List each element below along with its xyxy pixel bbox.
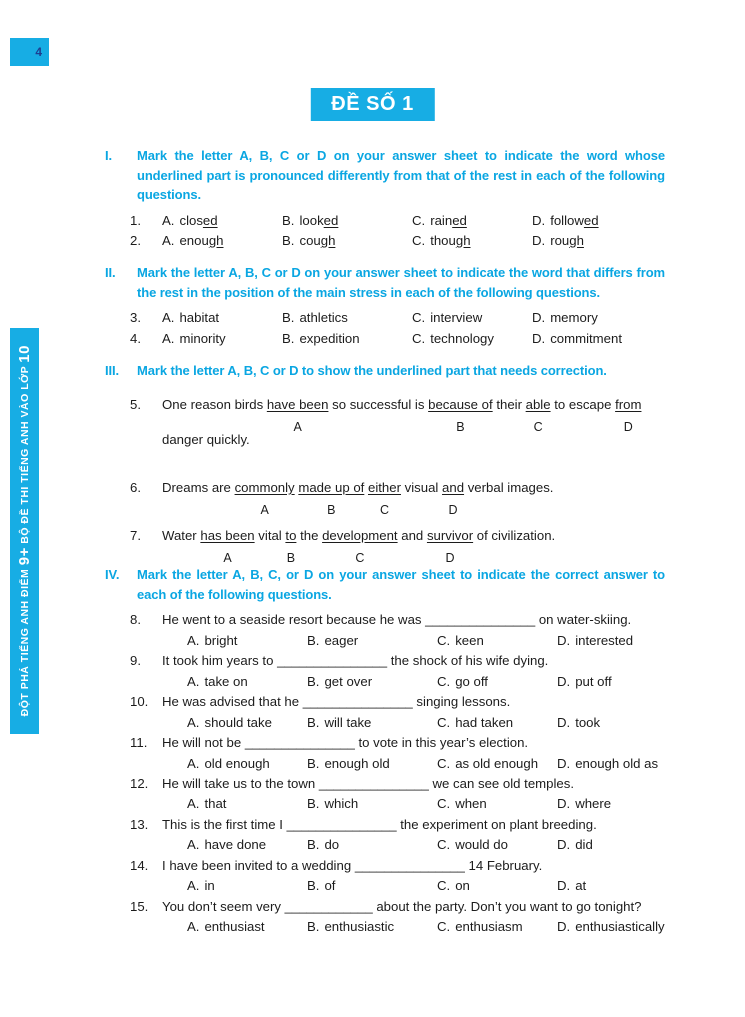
question-number: 3. (130, 310, 141, 326)
test-title-box (310, 88, 434, 121)
text-segment: rou (550, 232, 570, 248)
option-text: of (324, 878, 336, 894)
answer-option (412, 308, 532, 328)
answer-option (557, 917, 665, 937)
text-segment: ĐỘT PHÁ TIẾNG ANH ĐIỂM (19, 565, 31, 717)
question-row (105, 308, 665, 328)
option-letter: B. (307, 673, 320, 689)
correction-part-letter: C (379, 503, 389, 518)
answer-option (307, 631, 437, 651)
question-row (105, 387, 665, 458)
option-text: technology (430, 330, 494, 346)
question-number: 15. (130, 898, 149, 914)
correction-part-letter: B (286, 551, 296, 566)
section-heading (105, 565, 665, 604)
answer-option (437, 835, 557, 855)
section-heading-text: Mark the letter A, B, C, or D on your answer sheet to indicate the correct answer to each of the following questions. (137, 567, 665, 602)
answer-option (187, 835, 307, 855)
answer-option (437, 794, 557, 814)
option-text: took (575, 714, 601, 730)
option-letter: B. (307, 919, 320, 935)
option-text: athletics (299, 310, 348, 326)
underlined-part: survivor D (427, 528, 473, 543)
option-text: put off (575, 673, 612, 689)
correction-part-letter: C (355, 551, 365, 566)
answer-option (437, 876, 557, 896)
answer-option (162, 308, 282, 328)
section-IV (105, 565, 665, 937)
question-number: 14. (130, 857, 149, 873)
option-text: take on (204, 673, 248, 689)
option-letter: C. (437, 714, 451, 730)
answer-option (187, 672, 307, 692)
option-letter: C. (437, 878, 451, 894)
answer-option (282, 308, 412, 328)
question-row (105, 897, 665, 917)
text-segment: follow (550, 212, 584, 228)
sidebar-banner (10, 328, 39, 734)
correction-part-letter: A (223, 551, 232, 566)
option-letter: B. (307, 796, 320, 812)
text-segment: the (296, 527, 323, 543)
question-stem: He was advised that he _______________ singing lessons. (162, 694, 511, 710)
option-letter: C. (437, 796, 451, 812)
text-segment: to escape (550, 396, 616, 412)
option-text (179, 233, 223, 248)
text-segment: enou (179, 232, 209, 248)
text-segment: clos (179, 212, 203, 228)
option-text (550, 233, 584, 248)
underlined-part: made up of B (298, 480, 364, 495)
option-text: when (455, 796, 487, 812)
option-letter: D. (532, 212, 546, 228)
option-letter: D. (557, 796, 571, 812)
option-text: have done (204, 837, 267, 853)
answer-option (307, 794, 437, 814)
option-text (299, 213, 338, 228)
section-numeral: I. (105, 148, 113, 163)
question-number: 1. (130, 212, 141, 228)
underlined-part: has been A (200, 528, 254, 543)
answer-option (307, 754, 437, 774)
answer-option (282, 211, 412, 231)
option-text: at (575, 878, 587, 894)
answer-option (282, 231, 412, 251)
option-letter: C. (412, 310, 426, 326)
option-text: go off (455, 673, 488, 689)
options-row (187, 835, 665, 855)
underlined-part: development C (322, 528, 398, 543)
question-number: 13. (130, 816, 149, 832)
underlined-part: commonly A (235, 480, 295, 495)
question-stem: He will take us to the town _______________ we can see old temples. (162, 776, 575, 791)
options-row (162, 211, 665, 231)
question-row (105, 733, 665, 753)
question-number: 5. (130, 396, 141, 412)
section-I (105, 146, 665, 251)
test-content (105, 146, 665, 950)
option-letter: C. (412, 212, 426, 228)
question-row (105, 470, 665, 518)
answer-option (162, 329, 282, 349)
options-row (162, 308, 665, 328)
option-letter: B. (282, 310, 295, 326)
option-text: enthusiastic (324, 919, 395, 935)
section-numeral: II. (105, 265, 116, 281)
options-row (187, 754, 665, 774)
question-number: 8. (130, 612, 141, 628)
answer-option (557, 754, 665, 774)
answer-option (557, 876, 665, 896)
answer-option (557, 835, 665, 855)
question-row (105, 774, 665, 794)
underlined-part: gh (320, 232, 336, 248)
underlined-part: able C (526, 397, 551, 412)
option-letter: A. (187, 632, 200, 648)
option-letter: A. (187, 755, 200, 771)
question-row (105, 692, 665, 712)
question-number: 10. (130, 694, 149, 710)
answer-option (437, 713, 557, 733)
section-heading-text: Mark the letter A, B, C or D on your answer sheet to indicate the word that differs from the rest in the position of the main stress in each of the following questions. (137, 265, 665, 300)
option-letter: A. (162, 310, 175, 326)
option-letter: C. (437, 755, 451, 771)
text-segment: visual (400, 480, 443, 496)
answer-option (557, 794, 665, 814)
answer-option (187, 754, 307, 774)
correction-sentence (162, 470, 665, 518)
option-text: as old enough (455, 755, 539, 771)
option-letter: B. (307, 755, 320, 771)
option-letter: D. (557, 919, 571, 935)
option-text: which (324, 796, 359, 812)
option-letter: D. (557, 837, 571, 853)
answer-option (307, 672, 437, 692)
text-segment: danger quickly. (162, 432, 250, 448)
correction-part-letter: C (533, 420, 543, 435)
option-letter: A. (187, 673, 200, 689)
correction-part-letter: A (293, 420, 302, 435)
option-letter: D. (557, 673, 571, 689)
option-text: commitment (550, 330, 622, 346)
underlined-part: gh (569, 232, 584, 248)
options-row (187, 631, 665, 651)
option-letter: B. (307, 714, 320, 730)
underlined-part: have been A (267, 397, 329, 412)
text-segment: their (492, 396, 526, 412)
text-segment: cou (299, 232, 321, 248)
section-heading (105, 146, 665, 205)
options-row (162, 231, 665, 251)
question-number: 7. (130, 527, 141, 543)
option-text (299, 233, 335, 248)
option-text: minority (179, 330, 226, 346)
option-letter: C. (437, 837, 451, 853)
question-stem: You don’t seem very ____________ about the party. Don’t you want to go tonight? (162, 898, 642, 914)
option-text: enough old as (575, 755, 659, 771)
option-letter: C. (412, 232, 426, 248)
option-text: would do (455, 837, 508, 853)
option-text: keen (455, 632, 484, 648)
underlined-part: because of B (428, 397, 493, 412)
option-letter: A. (162, 212, 175, 228)
correction-part-letter: D (445, 551, 455, 566)
text-segment: One reason birds (162, 396, 267, 412)
underlined-part: to B (285, 528, 296, 543)
answer-option (187, 794, 307, 814)
option-text (550, 213, 598, 228)
option-letter: D. (532, 232, 546, 248)
answer-option (557, 713, 665, 733)
options-row (187, 794, 665, 814)
option-text: enthusiast (204, 919, 265, 935)
answer-option (557, 672, 665, 692)
section-heading (105, 263, 665, 302)
text-segment: Dreams are (162, 480, 235, 496)
option-letter: D. (557, 878, 571, 894)
option-text: enthusiasm (455, 919, 523, 935)
answer-option (187, 631, 307, 651)
option-letter: B. (307, 632, 320, 648)
correction-part-letter: B (327, 503, 336, 518)
option-text: memory (550, 310, 598, 326)
option-letter: A. (187, 919, 200, 935)
option-letter: A. (187, 714, 200, 730)
option-letter: A. (162, 232, 175, 248)
option-letter: C. (437, 673, 451, 689)
option-text (179, 213, 217, 228)
option-text: do (324, 837, 340, 853)
text-segment: Water (162, 527, 201, 543)
question-row (105, 651, 665, 671)
option-letter: C. (437, 919, 451, 935)
section-heading-text: Mark the letter A, B, C or D to show the underlined part that needs correction. (137, 363, 607, 379)
section-heading (105, 361, 665, 381)
question-stem: This is the first time I _______________ the experiment on plant breeding. (162, 816, 597, 832)
answer-option (187, 917, 307, 937)
underlined-part: ed (583, 212, 599, 228)
option-text: that (204, 796, 227, 812)
option-text: old enough (204, 755, 270, 771)
option-text: should take (204, 714, 272, 730)
option-text: where (575, 796, 612, 812)
correction-part-letter: D (448, 503, 458, 518)
options-row (187, 876, 665, 896)
underlined-part: either C (368, 480, 401, 495)
text-segment: look (299, 212, 324, 228)
option-text: habitat (179, 310, 220, 326)
option-letter: A. (162, 330, 175, 346)
text-segment: BỘ ĐỀ THI TIẾNG ANH VÀO LỚP (19, 362, 31, 548)
underlined-part: and D (442, 480, 464, 495)
option-text: enough old (324, 755, 390, 771)
answer-option (307, 713, 437, 733)
sidebar-emphasis-number: 10 (16, 345, 33, 363)
option-text: had taken (455, 714, 514, 730)
option-text: will take (324, 714, 372, 730)
option-letter: D. (532, 330, 546, 346)
question-row (105, 815, 665, 835)
question-stem: He went to a seaside resort because he was _______________ on water-skiing. (162, 612, 632, 628)
question-row (105, 231, 665, 251)
section-numeral: IV. (105, 567, 120, 583)
question-stem: He will not be _______________ to vote in this year’s election. (162, 735, 529, 751)
option-letter: A. (187, 878, 200, 894)
answer-option (187, 713, 307, 733)
options-row (187, 672, 665, 692)
question-row (105, 856, 665, 876)
answer-option (162, 231, 282, 251)
text-segment: so successful is (328, 396, 429, 412)
answer-option (187, 876, 307, 896)
underlined-part: gh (455, 232, 471, 248)
answer-option (412, 231, 532, 251)
option-text: in (204, 878, 215, 894)
option-letter: D. (557, 632, 571, 648)
option-text (430, 233, 470, 248)
question-number: 12. (130, 776, 149, 791)
option-text: bright (204, 632, 238, 648)
test-title: ĐỀ SỐ 1 (331, 93, 414, 115)
option-letter: D. (557, 755, 571, 771)
section-II (105, 263, 665, 349)
option-text: interview (430, 310, 483, 326)
question-row (105, 329, 665, 349)
answer-option (162, 211, 282, 231)
answer-option (437, 672, 557, 692)
correction-sentence (162, 518, 665, 566)
answer-option (532, 231, 665, 251)
question-number: 2. (130, 232, 141, 248)
option-text: expedition (299, 330, 360, 346)
answer-option (307, 876, 437, 896)
option-letter: B. (307, 878, 320, 894)
options-row (187, 917, 665, 937)
answer-option (437, 754, 557, 774)
text-segment: and (397, 527, 427, 543)
question-number: 9. (130, 653, 141, 669)
text-segment: thou (430, 232, 456, 248)
question-stem: I have been invited to a wedding _______________ 14 February. (162, 857, 543, 873)
answer-option (437, 917, 557, 937)
answer-option (557, 631, 665, 651)
correction-part-letter: B (456, 420, 465, 435)
underlined-part: ed (452, 212, 467, 228)
answer-option (437, 631, 557, 651)
underlined-part: from D (615, 397, 641, 412)
option-text: eager (324, 632, 359, 648)
options-row (162, 329, 665, 349)
question-stem: It took him years to _______________ the shock of his wife dying. (162, 653, 549, 669)
question-number: 4. (130, 330, 141, 346)
underlined-part: ed (323, 212, 339, 228)
option-letter: B. (282, 212, 295, 228)
options-row (187, 713, 665, 733)
underlined-part: gh (208, 232, 224, 248)
option-text: enthusiastically (575, 919, 665, 935)
option-letter: D. (532, 310, 546, 326)
option-letter: A. (187, 796, 200, 812)
text-segment: of civilization. (473, 527, 556, 543)
correction-part-letter: D (623, 420, 633, 435)
sidebar-emphasis-number: 9+ (16, 547, 33, 566)
text-segment: verbal images. (464, 480, 554, 496)
section-numeral: III. (105, 363, 120, 379)
option-text: did (575, 837, 593, 853)
question-row (105, 610, 665, 630)
answer-option (307, 917, 437, 937)
question-row (105, 211, 665, 231)
option-text: get over (324, 673, 373, 689)
option-letter: B. (282, 330, 295, 346)
answer-option (532, 329, 665, 349)
answer-option (532, 308, 665, 328)
option-letter: B. (282, 232, 295, 248)
underlined-part: ed (202, 212, 218, 228)
section-heading-text: Mark the letter A, B, C or D on your answer sheet to indicate the word whose underlined part is pronounced differently from that of the rest in each of the following questions. (137, 148, 665, 202)
answer-option (412, 211, 532, 231)
option-letter: D. (557, 714, 571, 730)
page-number: 4 (35, 45, 42, 59)
option-text: on (455, 878, 470, 894)
answer-option (412, 329, 532, 349)
answer-option (307, 835, 437, 855)
option-text (430, 213, 467, 228)
text-segment: rain (430, 212, 453, 228)
question-number: 11. (130, 735, 148, 751)
option-text: interested (575, 632, 634, 648)
correction-part-letter: A (260, 503, 269, 518)
option-letter: B. (307, 837, 320, 853)
correction-sentence (162, 387, 665, 458)
question-number: 6. (130, 480, 141, 496)
page-number-badge (10, 38, 49, 66)
sidebar-banner-text (16, 345, 33, 716)
option-letter: C. (412, 330, 426, 346)
answer-option (282, 329, 412, 349)
section-III (105, 361, 665, 566)
option-letter: C. (437, 632, 451, 648)
answer-option (532, 211, 665, 231)
text-segment: vital (254, 527, 286, 543)
option-letter: A. (187, 837, 200, 853)
